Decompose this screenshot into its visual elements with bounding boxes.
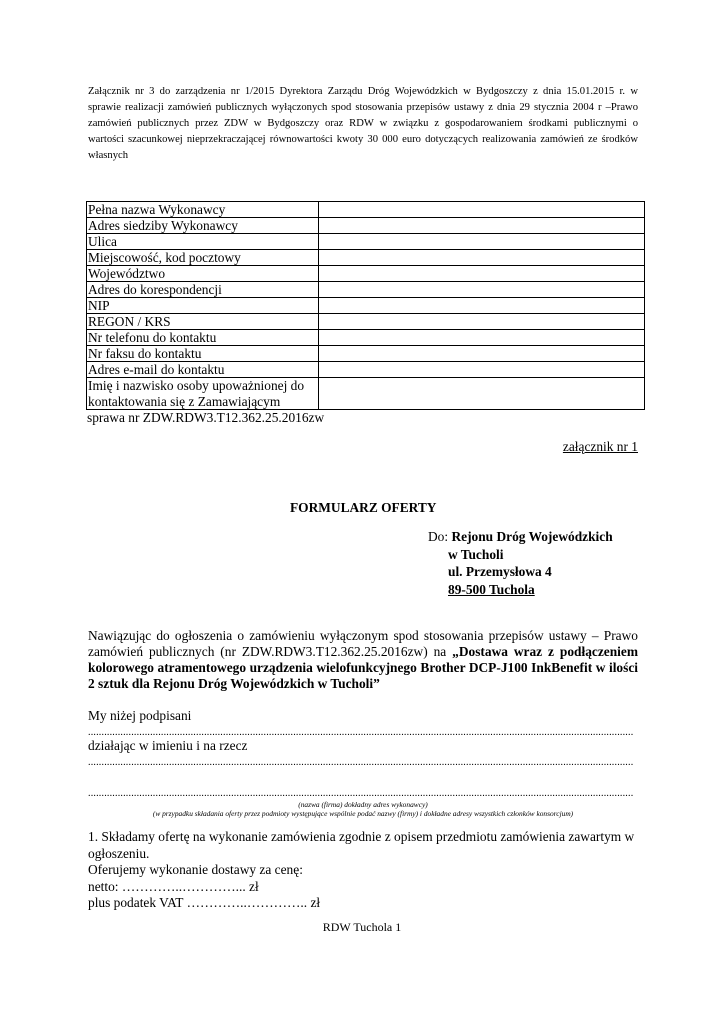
dotted-fill-line[interactable]: .......................................................................................................................................................................................................... (88, 788, 634, 799)
regulation-note-line: Załącznik nr 3 do zarządzenia nr 1/2015 Dyrektora Zarządu Dróg Wojewódzkich w Bydgoszczy z dnia 15.01.2015 r. w (88, 86, 638, 97)
recipient-address (428, 528, 613, 598)
table-row (87, 346, 645, 362)
intro-bold-text: „Dostawa wraz z podłączeniem (452, 644, 638, 659)
field-label: Adres do korespondencji (87, 282, 319, 298)
field-label: Nr faksu do kontaktu (87, 346, 319, 362)
field-value-cell[interactable] (319, 202, 645, 218)
field-label: Pełna nazwa Wykonawcy (87, 202, 319, 218)
table-row (87, 378, 645, 410)
field-value-cell[interactable] (319, 314, 645, 330)
regulation-note-line: sprawie realizacji zamówień publicznych wyłączonych spod stosowania przepisów ustawy z dnia 29 stycznia 2004 r –Prawo (88, 102, 638, 113)
field-value-cell[interactable] (319, 362, 645, 378)
table-row (87, 298, 645, 314)
regulation-note-line: wartości szacunkowej nieprzekraczającej równowartości kwoty 30 000 euro dotyczących realizowania zamówień ze środków (88, 134, 638, 145)
case-reference: sprawa nr ZDW.RDW3.T12.362.25.2016zw (87, 410, 325, 425)
field-label (87, 378, 319, 410)
field-label: Ulica (87, 234, 319, 250)
table-row (87, 202, 645, 218)
dotted-fill-line[interactable]: .......................................................................................................................................................................................................... (88, 757, 634, 768)
annex-label: załącznik nr 1 (562, 439, 638, 454)
contractor-data-table (86, 201, 645, 410)
field-label: Województwo (87, 266, 319, 282)
field-value-cell[interactable] (319, 266, 645, 282)
recipient-postcode: 89-500 Tuchola (448, 581, 535, 597)
offer-line: ogłoszeniu. (88, 845, 150, 861)
table-row (87, 250, 645, 266)
offer-line: Oferujemy wykonanie dostawy za cenę: (88, 862, 303, 877)
intro-line (88, 644, 638, 660)
signatories-label: My niżej podpisani (88, 708, 192, 723)
intro-line: kolorowego atramentowego urządzenia wielofunkcyjnego Brother DCP-J100 InkBenefit w ilości (88, 660, 638, 675)
field-value-cell[interactable] (319, 234, 645, 250)
field-label: Nr telefonu do kontaktu (87, 330, 319, 346)
field-label: REGON / KRS (87, 314, 319, 330)
table-row (87, 362, 645, 378)
field-value-cell[interactable] (319, 282, 645, 298)
offer-item-1 (88, 829, 644, 912)
recipient-name: Rejonu Dróg Wojewódzkich (451, 529, 613, 544)
field-value-cell[interactable] (319, 378, 645, 410)
field-value-cell[interactable] (319, 218, 645, 234)
field-label-line: kontaktowania się z Zamawiającym (88, 393, 281, 409)
field-label: Adres siedziby Wykonawcy (87, 218, 319, 234)
field-value-cell[interactable] (319, 346, 645, 362)
field-value-cell[interactable] (319, 330, 645, 346)
acting-label: działając w imieniu i na rzecz (88, 738, 248, 753)
table-row (87, 234, 645, 250)
recipient-street: ul. Przemysłowa 4 (448, 564, 552, 579)
intro-paragraph (88, 628, 638, 692)
table-row (87, 218, 645, 234)
field-label: Adres e-mail do kontaktu (87, 362, 319, 378)
table-row (87, 282, 645, 298)
page-title: FORMULARZ OFERTY (290, 500, 437, 515)
offer-line: 1. Składamy ofertę na wykonanie zamówienia zgodnie z opisem przedmiotu zamówienia zawartym w (88, 829, 635, 844)
dotted-fill-line[interactable]: .......................................................................................................................................................................................................... (88, 727, 634, 738)
contractor-name-note: (nazwa (firma) dokładny adres wykonawcy) (298, 800, 428, 809)
vat-line: plus podatek VAT …………..………….. zł (88, 895, 321, 910)
field-label: NIP (87, 298, 319, 314)
recipient-prefix: Do: (428, 529, 449, 544)
regulation-note-line: zamówień publicznych przez ZDW w Bydgoszczy oraz RDW w związku z gospodarowaniem środkami publicznymi o (88, 118, 638, 129)
field-label: Miejscowość, kod pocztowy (87, 250, 319, 266)
net-price-line: netto: …………..…………... zł (88, 878, 259, 894)
recipient-town: w Tucholi (448, 546, 504, 562)
intro-line: 2 sztuk dla Rejonu Dróg Wojewódzkich w Tucholi” (88, 676, 380, 691)
consortium-note: (w przypadku składania oferty przez podmioty występujące wspólnie podać nazwy (firmy) i dokładne adresy wszystkich członków konsorcjum) (152, 809, 574, 818)
table-row (87, 314, 645, 330)
field-value-cell[interactable] (319, 298, 645, 314)
intro-text: zamówień publicznych (nr ZDW.RDW3.T12.362.25.2016zw) na (88, 644, 453, 659)
field-label-line: Imię i nazwisko osoby upoważnionej do (88, 378, 305, 393)
intro-line: Nawiązując do ogłoszenia o zamówieniu wyłączonym spod stosowania przepisów ustawy – Prawo (88, 628, 638, 643)
regulation-note (88, 84, 638, 164)
field-value-cell[interactable] (319, 250, 645, 266)
regulation-note-line: własnych (88, 150, 129, 161)
page-footer: RDW Tuchola 1 (322, 920, 402, 934)
table-row (87, 330, 645, 346)
table-row (87, 266, 645, 282)
